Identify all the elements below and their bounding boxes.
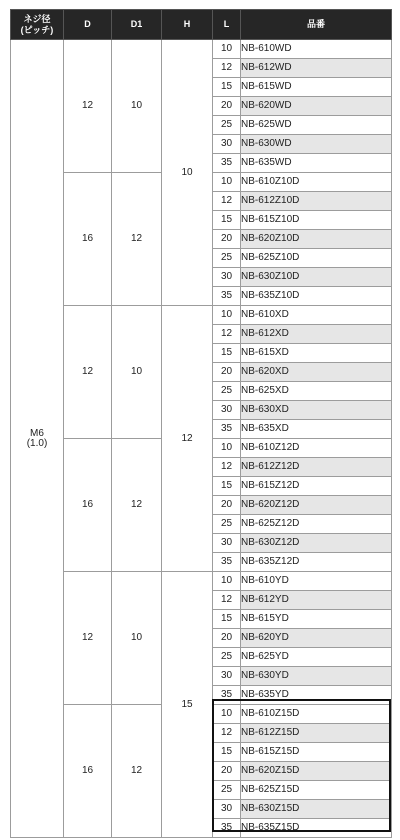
length-cell: 25 — [213, 648, 241, 667]
length-cell: 10 — [213, 173, 241, 192]
part-number-cell: NB-610Z15D — [241, 705, 392, 724]
d-cell: 16 — [64, 705, 112, 838]
length-cell: 12 — [213, 591, 241, 610]
part-number-cell: NB-635Z15D — [241, 819, 392, 838]
length-cell: 12 — [213, 458, 241, 477]
d-cell: 16 — [64, 439, 112, 572]
length-cell: 12 — [213, 325, 241, 344]
header-l: L — [213, 10, 241, 40]
length-cell: 30 — [213, 667, 241, 686]
length-cell: 15 — [213, 743, 241, 762]
length-cell: 15 — [213, 211, 241, 230]
part-number-cell: NB-620XD — [241, 363, 392, 382]
part-number-cell: NB-630XD — [241, 401, 392, 420]
d1-cell: 10 — [112, 40, 162, 173]
length-cell: 15 — [213, 78, 241, 97]
length-cell: 15 — [213, 610, 241, 629]
length-cell: 20 — [213, 762, 241, 781]
part-number-cell: NB-625Z15D — [241, 781, 392, 800]
length-cell: 12 — [213, 724, 241, 743]
part-number-cell: NB-625WD — [241, 116, 392, 135]
length-cell: 20 — [213, 363, 241, 382]
length-cell: 30 — [213, 135, 241, 154]
length-cell: 10 — [213, 40, 241, 59]
part-number-cell: NB-612YD — [241, 591, 392, 610]
length-cell: 30 — [213, 534, 241, 553]
length-cell: 20 — [213, 97, 241, 116]
part-number-cell: NB-625YD — [241, 648, 392, 667]
h-cell: 12 — [162, 306, 213, 572]
header-part-number: 品番 — [241, 10, 392, 40]
d-cell: 12 — [64, 40, 112, 173]
d1-cell: 10 — [112, 306, 162, 439]
part-number-cell: NB-625Z10D — [241, 249, 392, 268]
part-number-cell: NB-615Z15D — [241, 743, 392, 762]
length-cell: 35 — [213, 819, 241, 838]
part-number-cell: NB-615Z12D — [241, 477, 392, 496]
length-cell: 35 — [213, 553, 241, 572]
part-number-cell: NB-620Z12D — [241, 496, 392, 515]
part-number-cell: NB-635Z12D — [241, 553, 392, 572]
part-number-cell: NB-635YD — [241, 686, 392, 705]
part-number-cell: NB-635Z10D — [241, 287, 392, 306]
length-cell: 12 — [213, 192, 241, 211]
length-cell: 35 — [213, 287, 241, 306]
length-cell: 25 — [213, 515, 241, 534]
length-cell: 10 — [213, 306, 241, 325]
part-number-cell: NB-615XD — [241, 344, 392, 363]
length-cell: 12 — [213, 59, 241, 78]
length-cell: 10 — [213, 572, 241, 591]
length-cell: 30 — [213, 800, 241, 819]
d-cell: 12 — [64, 306, 112, 439]
part-number-cell: NB-612Z10D — [241, 192, 392, 211]
table-row — [11, 306, 392, 325]
header-row — [11, 10, 392, 40]
length-cell: 25 — [213, 382, 241, 401]
part-number-cell: NB-610Z10D — [241, 173, 392, 192]
part-number-cell: NB-612Z15D — [241, 724, 392, 743]
length-cell: 10 — [213, 439, 241, 458]
d1-cell: 12 — [112, 173, 162, 306]
length-cell: 35 — [213, 420, 241, 439]
part-number-cell: NB-620Z10D — [241, 230, 392, 249]
part-number-cell: NB-625Z12D — [241, 515, 392, 534]
table-row — [11, 40, 392, 59]
length-cell: 15 — [213, 477, 241, 496]
spec-table — [10, 9, 392, 838]
part-number-cell: NB-630Z10D — [241, 268, 392, 287]
length-cell: 30 — [213, 401, 241, 420]
h-cell: 10 — [162, 40, 213, 306]
d-cell: 12 — [64, 572, 112, 705]
part-number-cell: NB-612WD — [241, 59, 392, 78]
d1-cell: 10 — [112, 572, 162, 705]
length-cell: 20 — [213, 496, 241, 515]
length-cell: 25 — [213, 116, 241, 135]
length-cell: 35 — [213, 686, 241, 705]
part-number-cell: NB-612Z12D — [241, 458, 392, 477]
part-number-cell: NB-630Z15D — [241, 800, 392, 819]
part-number-cell: NB-615WD — [241, 78, 392, 97]
part-number-cell: NB-620WD — [241, 97, 392, 116]
length-cell: 20 — [213, 230, 241, 249]
part-number-cell: NB-625XD — [241, 382, 392, 401]
header-thread: ネジ径 (ピッチ) — [11, 10, 64, 40]
length-cell: 25 — [213, 781, 241, 800]
part-number-cell: NB-615Z10D — [241, 211, 392, 230]
d1-cell: 12 — [112, 705, 162, 838]
part-number-cell: NB-610YD — [241, 572, 392, 591]
part-number-cell: NB-615YD — [241, 610, 392, 629]
part-number-cell: NB-610Z12D — [241, 439, 392, 458]
part-number-cell: NB-630Z12D — [241, 534, 392, 553]
length-cell: 30 — [213, 268, 241, 287]
length-cell: 35 — [213, 154, 241, 173]
part-number-cell: NB-635WD — [241, 154, 392, 173]
h-cell: 15 — [162, 572, 213, 838]
length-cell: 15 — [213, 344, 241, 363]
part-number-cell: NB-610XD — [241, 306, 392, 325]
thread-size-cell: M6 (1.0) — [11, 40, 64, 838]
length-cell: 20 — [213, 629, 241, 648]
length-cell: 10 — [213, 705, 241, 724]
header-h: H — [162, 10, 213, 40]
length-cell: 25 — [213, 249, 241, 268]
d1-cell: 12 — [112, 439, 162, 572]
header-d1: D1 — [112, 10, 162, 40]
table-body — [11, 40, 392, 838]
part-number-cell: NB-630WD — [241, 135, 392, 154]
part-number-cell: NB-612XD — [241, 325, 392, 344]
part-number-cell: NB-620Z15D — [241, 762, 392, 781]
part-number-cell: NB-610WD — [241, 40, 392, 59]
part-number-cell: NB-635XD — [241, 420, 392, 439]
d-cell: 16 — [64, 173, 112, 306]
part-number-cell: NB-620YD — [241, 629, 392, 648]
part-number-cell: NB-630YD — [241, 667, 392, 686]
table-row — [11, 572, 392, 591]
header-d: D — [64, 10, 112, 40]
